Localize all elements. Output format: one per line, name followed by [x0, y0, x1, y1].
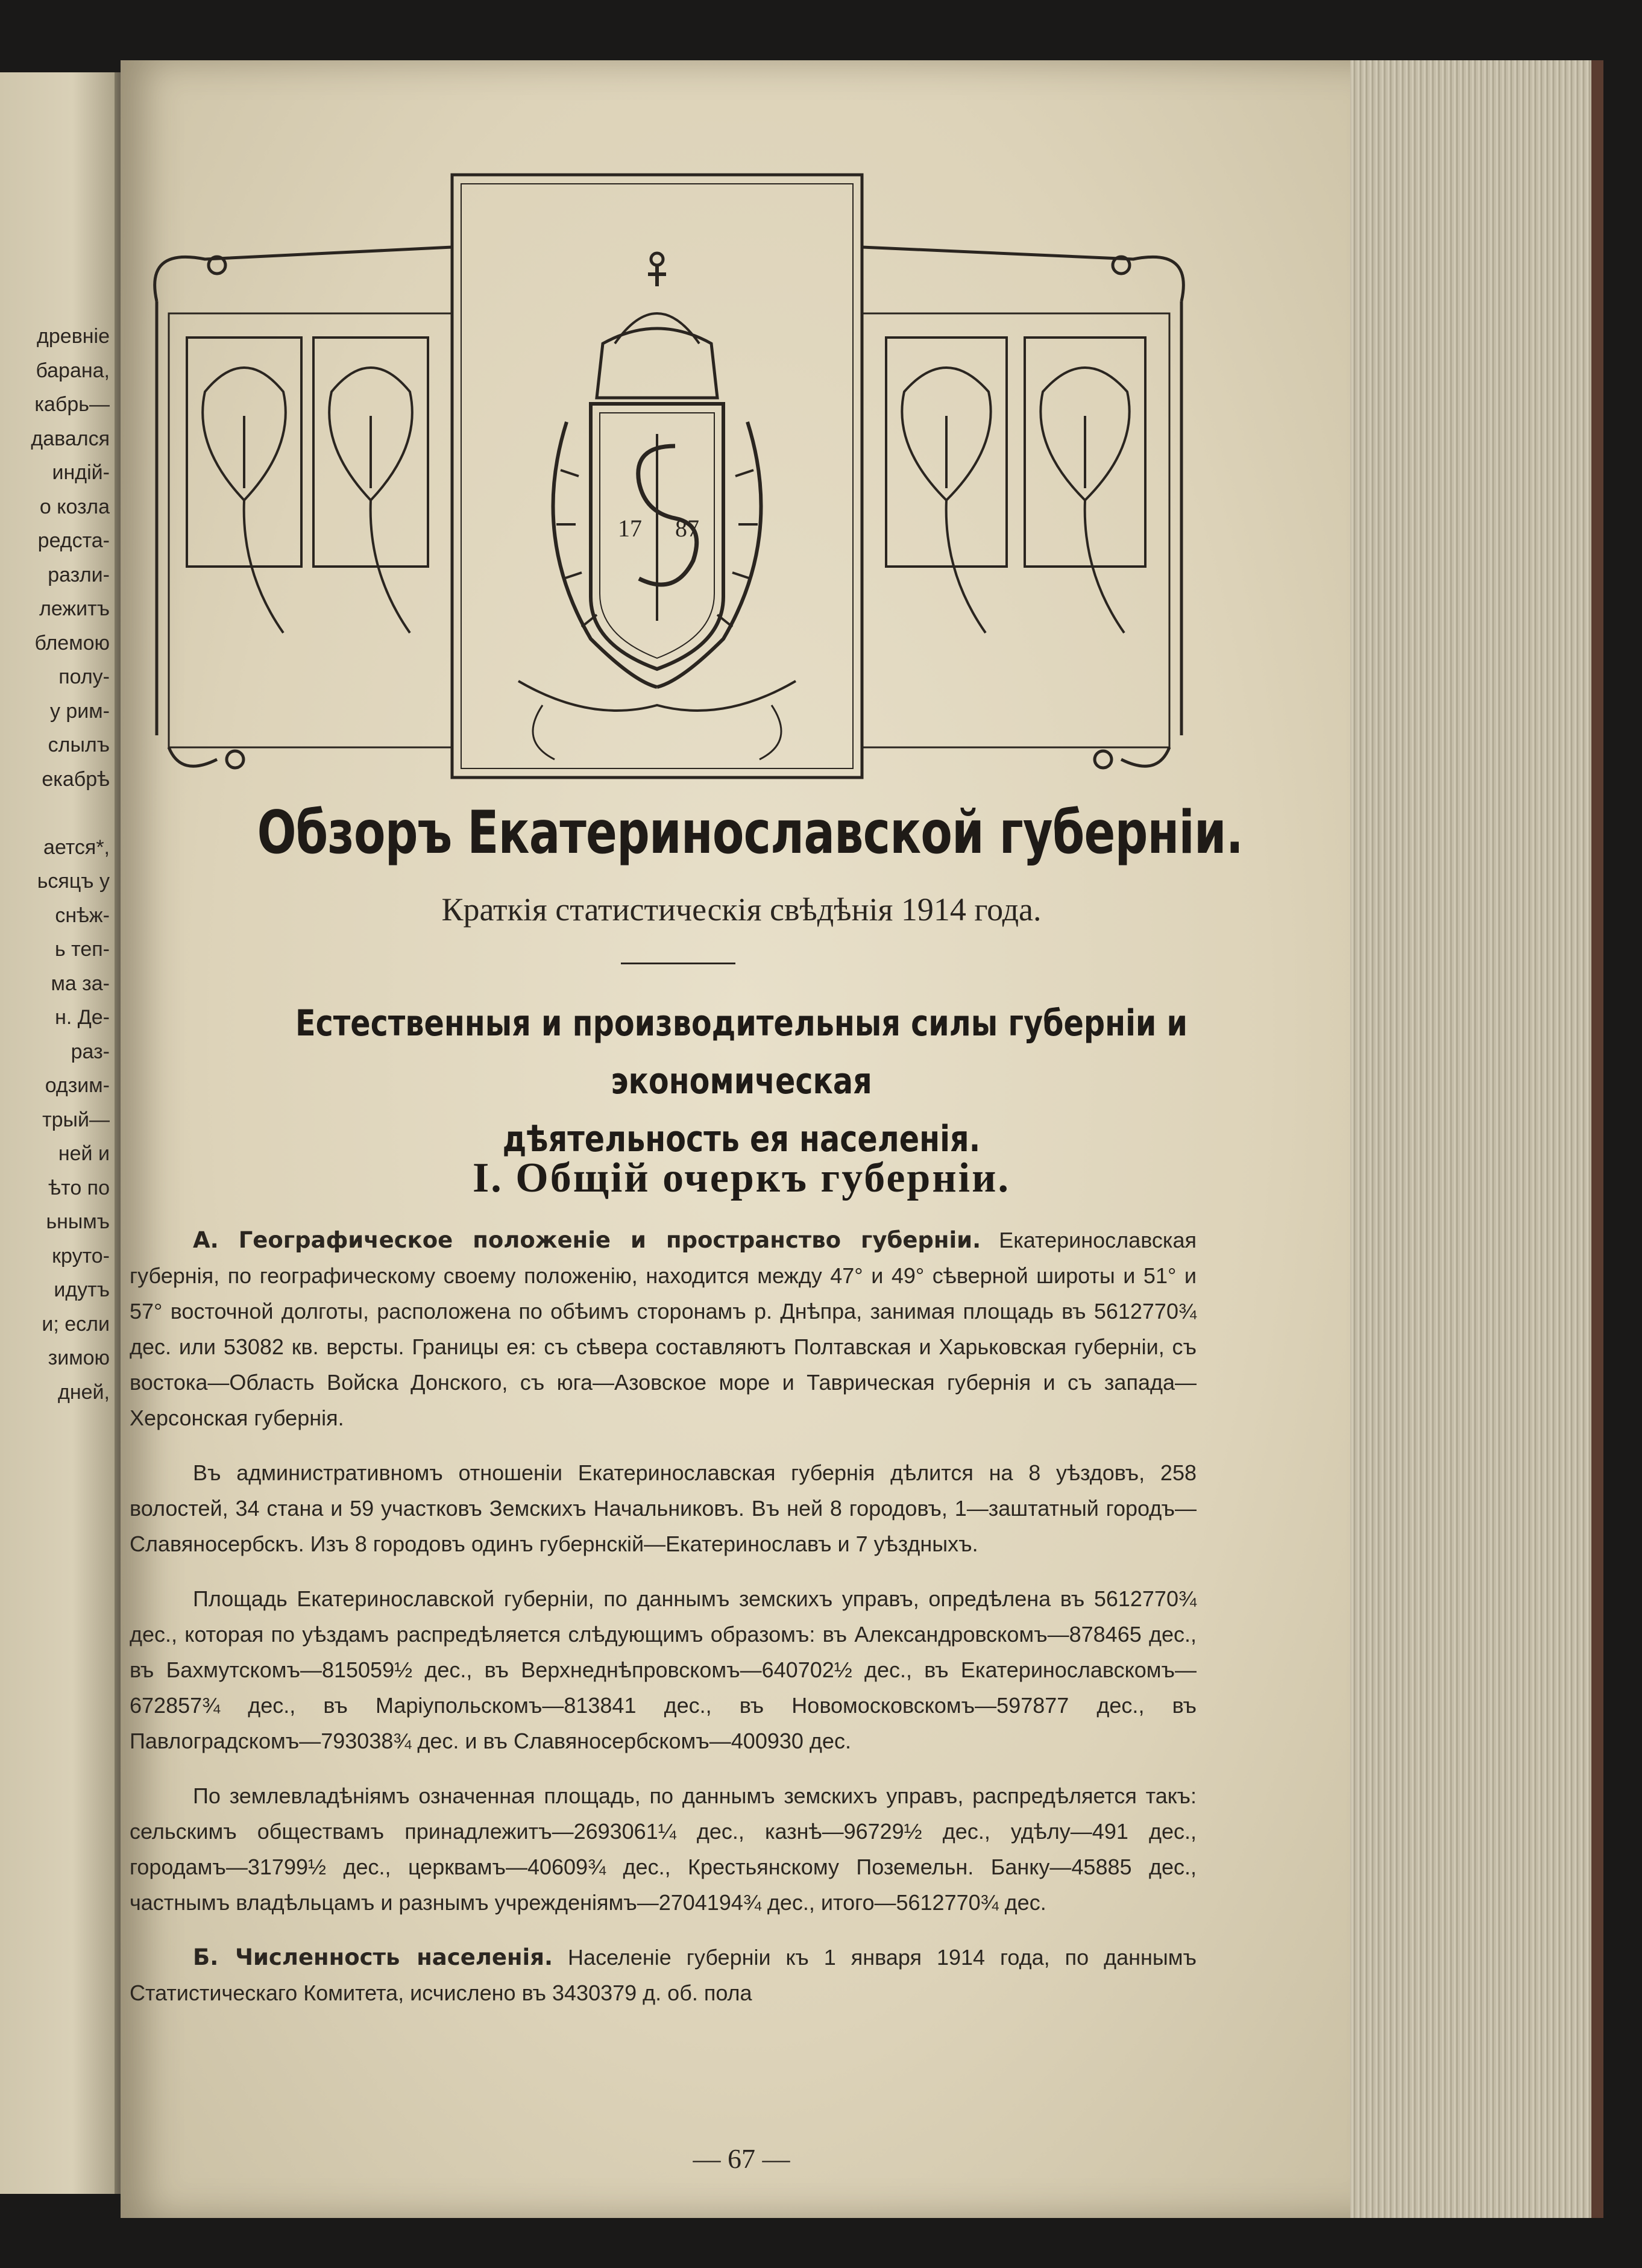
left-page-fragment — [0, 72, 121, 2194]
left-page-gap — [31, 796, 110, 831]
left-page-line: трый— — [42, 1108, 110, 1131]
paragraph-population-text: Населенiе губернiи къ 1 января 1914 года, по даннымъ Статистическаго Комитета, исчислено въ 3430379 д. об. пола — [130, 1945, 1197, 2005]
left-page-line: редста- — [37, 529, 110, 552]
page-subtitle: Краткiя статистическiя свѣдѣнiя 1914 года. — [441, 891, 1042, 928]
left-page-line: раз- — [71, 1040, 110, 1063]
arms-year-left: 17 — [618, 515, 642, 542]
left-page-line: у рим- — [49, 699, 110, 723]
left-page-line: лежитъ — [39, 597, 110, 620]
paragraph-geography — [130, 1222, 1197, 1436]
section-heading-line-2: дѣятельность ея населенiя. — [502, 1118, 981, 1160]
paragraph-landownership: По землевладѣнiямъ означенная площадь, по даннымъ земскихъ управъ, распредѣляется такъ: сельскимъ обществамъ принадлежитъ—2693061¼ дес., казнѣ—96729½ дес., удѣлу—491 дес., городамъ—31799½ дес., церквамъ—40609¾ дес., Крестьянскому Поземельн. Банку—45885 дес., частнымъ владѣльцамъ и разнымъ учрежденiямъ—2704194¾ дес., итого—5612770¾ дес. — [130, 1783, 1197, 1915]
ornament-frame-icon — [133, 163, 1206, 790]
left-page-line: дней, — [58, 1380, 110, 1404]
left-page-line: древнiе — [37, 325, 110, 348]
left-page-line: ается*, — [43, 835, 110, 859]
page-number: — 67 — — [693, 2143, 790, 2174]
left-page-line: круто- — [52, 1244, 110, 1268]
left-page-line: ней и — [58, 1142, 110, 1165]
left-page-line: слылъ — [48, 733, 110, 756]
left-page-line: екабрѣ — [42, 767, 110, 791]
left-page-line: давался — [31, 427, 110, 450]
paragraph-population-heading: Б. Численность населенiя. — [193, 1944, 553, 1970]
left-page-text — [31, 319, 110, 1409]
left-page-line: снѣж- — [55, 903, 110, 927]
left-page-line: индiй- — [52, 461, 110, 484]
left-page-line: барана, — [36, 359, 110, 382]
title-divider — [621, 963, 735, 964]
left-page-line: и; если — [42, 1312, 110, 1336]
left-page-line: ь теп- — [55, 938, 110, 961]
page-title: Обзоръ Екатеринославской губернiи. — [257, 799, 1244, 867]
section-heading — [232, 994, 1250, 1168]
left-page-line: ьнымъ — [46, 1210, 110, 1233]
paragraph-administration: Въ административномъ отношенiи Екатеринославская губернiя дѣлится на 8 уѣздовъ, 258 волостей, 34 стана и 59 участковъ Земскихъ Начальниковъ. Въ ней 8 городовъ, 1—заштатный городъ—Славяносербскъ. Изъ 8 городовъ одинъ губернскiй—Екатеринославъ и 7 уѣздныхъ. — [130, 1460, 1197, 1556]
left-page-line: разли- — [48, 563, 110, 586]
paragraph-geography-heading: А. Географическое положенiе и пространство губернiи. — [193, 1227, 981, 1253]
left-page-line: одзим- — [45, 1074, 110, 1097]
left-page-line: зимою — [48, 1346, 110, 1369]
left-page-line: ма за- — [51, 972, 110, 995]
left-page-line: о козла — [39, 495, 110, 518]
section-heading-line-1: Естественныя и производительныя силы губернiи и экономическая — [295, 1002, 1188, 1102]
left-page-line: блемою — [34, 631, 110, 655]
left-page-line: идутъ — [54, 1278, 110, 1301]
coat-of-arms-ornament — [133, 163, 1206, 790]
page-stack-edge — [1350, 60, 1603, 2218]
left-page-line: ѣто по — [48, 1176, 110, 1199]
body-text — [130, 1222, 1197, 2030]
chapter-heading: I. Общiй очеркъ губернiи. — [473, 1155, 1010, 1201]
left-page-line: н. Де- — [55, 1006, 110, 1029]
arms-year-right: 87 — [675, 515, 699, 542]
left-page-line: кабрь— — [34, 393, 110, 416]
paragraph-area: Площадь Екатеринославской губернiи, по даннымъ земскихъ управъ, опредѣлена въ 5612770¾ дес., которая по уѣздамъ распредѣляется слѣдующимъ образомъ: въ Александровскомъ—878465 дес., въ Бахмутскомъ—815059½ дес., въ Верхнеднѣпровскомъ—640702½ дес., въ Екатеринославскомъ—672857¾ дес., въ Марiупольскомъ—813841 дес., въ Новомосковскомъ—597877 дес., въ Павлоградскомъ—793038¾ дес. и въ Славяносербскомъ—400930 дес. — [130, 1586, 1197, 1753]
left-page-line: полу- — [58, 665, 110, 688]
paragraph-population — [130, 1940, 1197, 2011]
left-page-line: ьсяцъ у — [37, 870, 110, 893]
paragraph-geography-text: Екатеринославская губернiя, по географическому своему положенiю, находится между 47° и 49° сѣверной широты и 51° и 57° восточной долготы, расположена по обѣимъ сторонамъ р. Днѣпра, занимая площадь въ 5612770¾ дес. или 53082 кв. версты. Границы ея: съ сѣвера составляютъ Полтавская и Харьковская губернiи, съ востока—Область Войска Донского, съ юга—Азовское море и Таврическая губернiя и съ запада—Херсонская губернiя. — [130, 1228, 1197, 1430]
